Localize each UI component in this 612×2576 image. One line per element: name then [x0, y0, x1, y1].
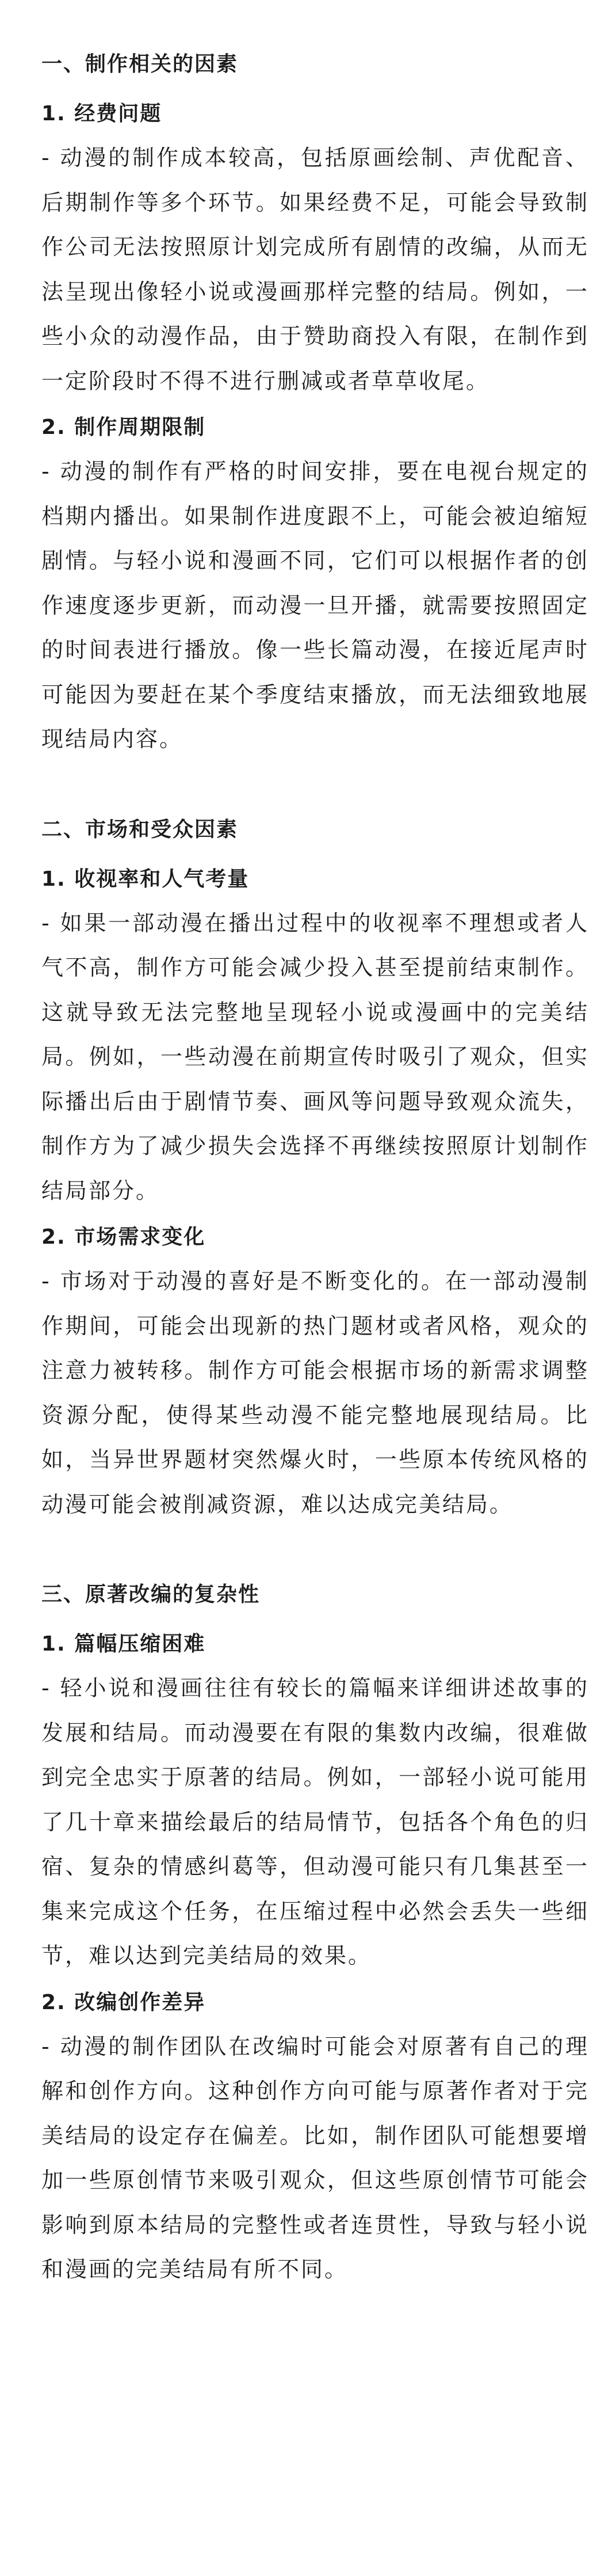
subsection-heading: 1. 篇幅压缩困难	[41, 1632, 206, 1656]
section-heading: 三、原著改编的复杂性	[41, 1583, 261, 1606]
section-production-factors	[41, 47, 589, 762]
section-adaptation-complexity	[41, 1577, 589, 2292]
paragraph: - 如果一部动漫在播出过程中的收视率不理想或者人气不高，制作方可能会减少投入甚至提前结束制作。这就导致无法完整地呈现轻小说或漫画中的完美结局。例如，一些动漫在前期宣传时吸引了观众，但实际播出后由于剧情节奏、画风等问题导致观众流失，制作方为了减少损失会选择不再继续按照原计划制作结局部分。	[41, 910, 589, 1203]
paragraph: - 轻小说和漫画往往有较长的篇幅来详细讲述故事的发展和结局。而动漫要在有限的集数内改编，很难做到完全忠实于原著的结局。例如，一部轻小说可能用了几十章来描绘最后的结局情节，包括各个角色的归宿、复杂的情感纠葛等，但动漫可能只有几集甚至一集来完成这个任务，在压缩过程中必然会丢失一些细节，难以达到完美结局的效果。	[41, 1675, 589, 1968]
section-heading: 一、制作相关的因素	[41, 52, 239, 76]
subsection-heading: 2. 改编创作差异	[41, 1990, 206, 2014]
paragraph: - 市场对于动漫的喜好是不断变化的。在一部动漫制作期间，可能会出现新的热门题材或者风格，观众的注意力被转移。制作方可能会根据市场的新需求调整资源分配，使得某些动漫不能完整地展现结局。比如，当异世界题材突然爆火时，一些原本传统风格的动漫可能会被削减资源，难以达成完美结局。	[41, 1268, 589, 1517]
subsection-heading: 1. 收视率和人气考量	[41, 867, 250, 891]
subsection-budget	[41, 97, 589, 403]
paragraph: - 动漫的制作成本较高，包括原画绘制、声优配音、后期制作等多个环节。如果经费不足，可能会导致制作公司无法按照原计划完成所有剧情的改编，从而无法呈现出像轻小说或漫画那样完整的结局。例如，一些小众的动漫作品，由于赞助商投入有限，在制作到一定阶段时不得不进行删减或者草草收尾。	[41, 145, 589, 394]
subsection-heading: 1. 经费问题	[41, 102, 162, 125]
paragraph: - 动漫的制作有严格的时间安排，要在电视台规定的档期内播出。如果制作进度跟不上，可能会被迫缩短剧情。与轻小说和漫画不同，它们可以根据作者的创作速度逐步更新，而动漫一旦开播，就需要按照固定的时间表进行播放。像一些长篇动漫，在接近尾声时可能因为要赶在某个季度结束播放，而无法细致地展现结局内容。	[41, 459, 589, 752]
paragraph: - 动漫的制作团队在改编时可能会对原著有自己的理解和创作方向。这种创作方向可能与原著作者对于完美结局的设定存在偏差。比如，制作团队可能想要增加一些原创情节来吸引观众，但这些原创情节可能会影响到原本结局的完整性或者连贯性，导致与轻小说和漫画的完美结局有所不同。	[41, 2033, 589, 2282]
subsection-creative-differences	[41, 1986, 589, 2292]
section-market-factors	[41, 813, 589, 1527]
subsection-heading: 2. 市场需求变化	[41, 1225, 206, 1249]
subsection-compression	[41, 1627, 589, 1979]
subsection-heading: 2. 制作周期限制	[41, 416, 206, 439]
subsection-schedule	[41, 410, 589, 762]
section-heading: 二、市场和受众因素	[41, 817, 239, 841]
subsection-ratings	[41, 862, 589, 1214]
subsection-market-demand	[41, 1220, 589, 1527]
